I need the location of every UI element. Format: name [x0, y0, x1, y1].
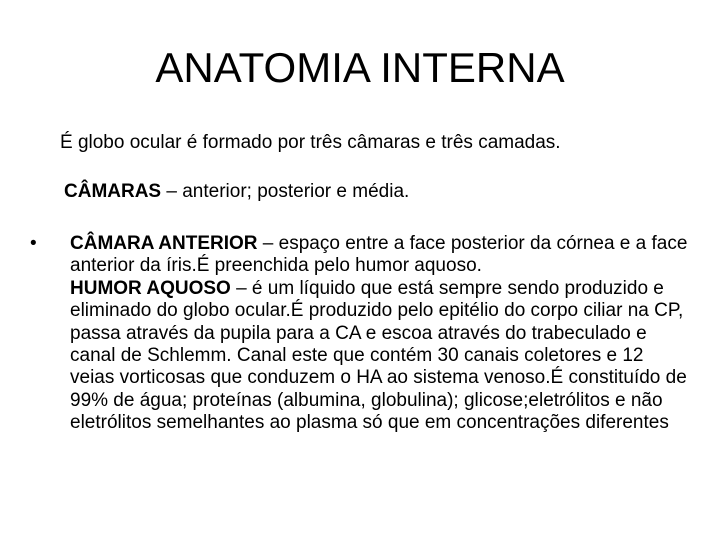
humor-aquoso-paragraph [70, 278, 690, 435]
humor-aquoso-text: – é um líquido que está sempre sendo produzido e eliminado do globo ocular.É produzido pelo epitélio do corpo ciliar na CP, passa através da pupila para a CA e escoa através do trabeculado e canal de Schlemm. Canal este que contém 30 canais coletores e 12 veias vorticosas que conduzem o HA ao sistema venoso.É constituído de 99% de água; proteínas (albumina, globulina); glicose;eletrólitos e não eletrólitos semelhantes ao plasma só que em concentrações diferentes [70, 277, 687, 434]
slide-title: ANATOMIA INTERNA [155, 44, 565, 91]
intro-text: É globo ocular é formado por três câmaras e três camadas. [60, 132, 561, 153]
camara-anterior-paragraph [70, 233, 690, 278]
bullet-item [30, 233, 690, 435]
camaras-text: – anterior; posterior e média. [161, 181, 410, 202]
humor-aquoso-label: HUMOR AQUOSO [70, 277, 231, 299]
camaras-line [64, 179, 409, 205]
bullet-content [70, 233, 690, 435]
camara-anterior-text: – espaço entre a face posterior da córnea e a face anterior da íris.É preenchida pelo humor aquoso. [70, 233, 688, 277]
camara-anterior-label: CÂMARA ANTERIOR [70, 233, 258, 254]
bullet-icon: • [30, 233, 37, 254]
camaras-label: CÂMARAS [64, 181, 162, 202]
